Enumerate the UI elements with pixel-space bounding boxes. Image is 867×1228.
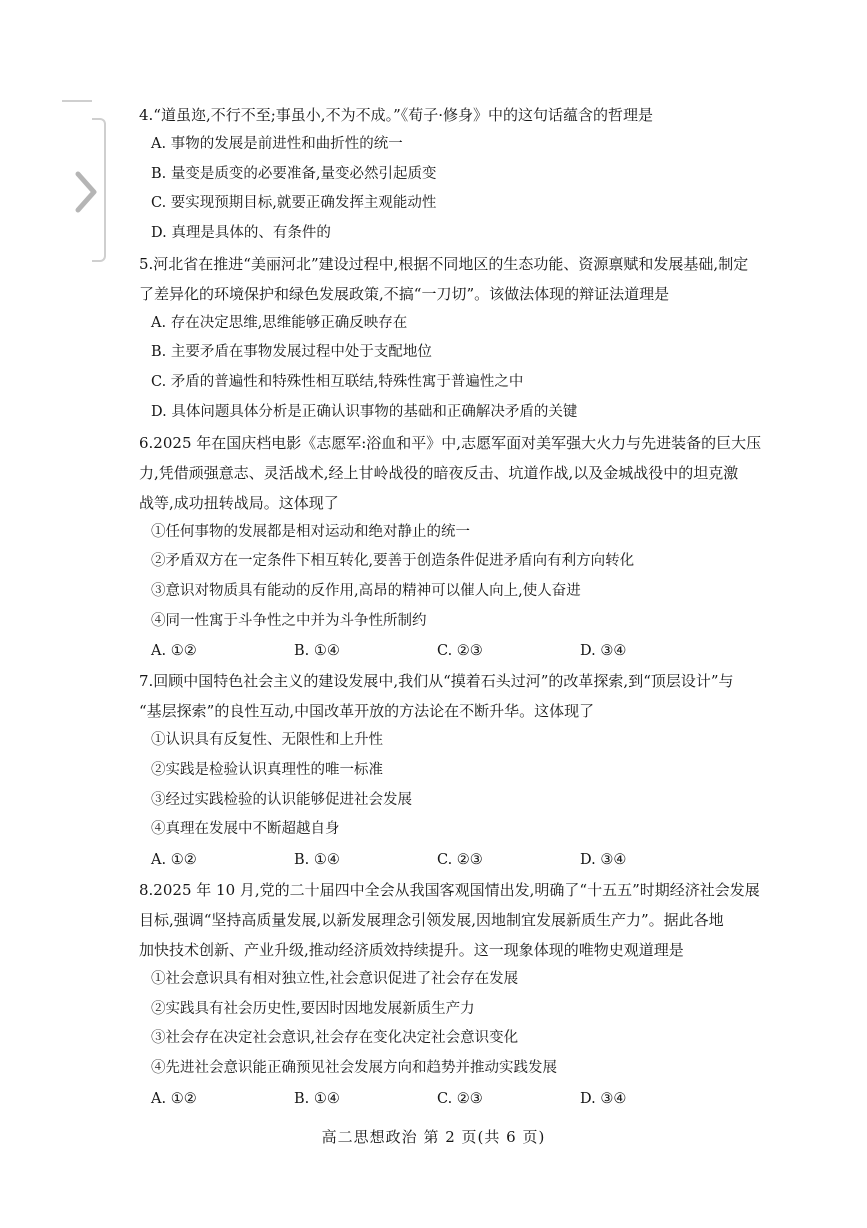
option-c: C. 要实现预期目标,就要正确发挥主观能动性 (151, 195, 437, 212)
question-stem: “基层探索”的良性互动,中国改革开放的方法论在不断升华。这体现了 (139, 702, 595, 721)
choice-a: A. ①② (151, 852, 197, 868)
statement-1: ①认识具有反复性、无限性和上升性 (151, 732, 383, 749)
option-b: B. 主要矛盾在事物发展过程中处于支配地位 (151, 344, 432, 361)
question-stem: 目标,强调“坚持高质量发展,以新发展理念引领发展,因地制宜发展新质生产力”。据此各地 (139, 911, 724, 929)
choice-d: D. ③④ (580, 643, 627, 660)
question-7 (139, 666, 739, 875)
question-stem: 8.2025 年 10 月,党的二十届四中全会从我国客观国情出发,明确了“十五五”时期经济社会发展 (139, 881, 760, 899)
choice-c: C. ②③ (437, 852, 483, 868)
statement-2: ②实践具有社会历史性,要因时因地发展新质生产力 (151, 1000, 475, 1017)
chevron-right-icon (70, 170, 100, 214)
choice-b: B. ①④ (294, 852, 340, 868)
statement-2: ②矛盾双方在一定条件下相互转化,要善于创造条件促进矛盾向有利方向转化 (151, 553, 635, 570)
answer-choices (139, 845, 739, 875)
statement-3: ③经过实践检验的认识能够促进社会发展 (151, 791, 412, 808)
choice-b: B. ①④ (294, 643, 340, 660)
statement-3: ③意识对物质具有能动的反作用,高昂的精神可以催人向上,使人奋进 (151, 582, 581, 599)
question-stem: 4.“道虽迩,不行不至;事虽小,不为不成。”《荀子·修身》中的这句话蕴含的哲理是 (139, 106, 654, 124)
option-a: A. 事物的发展是前进性和曲折性的统一 (151, 136, 403, 152)
statement-2: ②实践是检验认识真理性的唯一标准 (151, 761, 383, 778)
statement-4: ④真理在发展中不断超越自身 (151, 821, 340, 838)
page-footer: 高二思想政治 第 2 页(共 6 页) (321, 1128, 546, 1146)
answer-choices (139, 636, 739, 666)
statement-1: ①任何事物的发展都是相对运动和绝对静止的统一 (151, 523, 470, 540)
question-stem: 7.回顾中国特色社会主义的建设发展中,我们从“摸着石头过河”的改革探索,到“顶层设计”与 (139, 672, 734, 691)
question-stem: 6.2025 年在国庆档电影《志愿军:浴血和平》中,志愿军面对美军强大火力与先进装备的巨大压 (139, 433, 762, 452)
question-5 (139, 249, 749, 428)
statement-1: ①社会意识具有相对独立性,社会意识促进了社会存在发展 (151, 971, 519, 987)
option-b: B. 量变是质变的必要准备,量变必然引起质变 (151, 165, 437, 182)
choice-c: C. ②③ (437, 1090, 483, 1107)
question-stem: 了差异化的环境保护和绿色发展政策,不搞“一刀切”。该做法体现的辩证法道理是 (139, 284, 670, 303)
answer-choices (139, 1084, 739, 1114)
statement-4: ④同一性寓于斗争性之中并为斗争性所制约 (151, 612, 427, 629)
scan-edge-mark (62, 100, 92, 102)
question-stem: 加快技术创新、产业升级,推动经济质效持续提升。这一现象体现的唯物史观道理是 (139, 941, 684, 959)
choice-d: D. ③④ (580, 1090, 627, 1107)
option-c: C. 矛盾的普遍性和特殊性相互联结,特殊性寓于普遍性之中 (151, 374, 524, 391)
choice-a: A. ①② (151, 1090, 197, 1107)
option-a: A. 存在决定思维,思维能够正确反映存在 (151, 314, 408, 331)
question-4 (139, 100, 739, 249)
question-stem: 力,凭借顽强意志、灵活战术,经上甘岭战役的暗夜反击、坑道作战,以及金城战役中的坦克激 (139, 463, 739, 482)
question-8 (139, 875, 760, 1114)
option-d: D. 真理是具体的、有条件的 (151, 225, 331, 242)
choice-b: B. ①④ (294, 1090, 340, 1107)
question-stem: 5.河北省在推进“美丽河北”建设过程中,根据不同地区的生态功能、资源禀赋和发展基础,制定 (139, 254, 749, 273)
question-stem: 战等,成功扭转战局。这体现了 (139, 493, 339, 512)
question-list (139, 100, 762, 1114)
statement-3: ③社会存在决定社会意识,社会存在变化决定社会意识变化 (151, 1030, 519, 1047)
choice-d: D. ③④ (580, 852, 627, 868)
choice-a: A. ①② (151, 643, 197, 660)
statement-4: ④先进社会意识能正确预见社会发展方向和趋势并推动实践发展 (151, 1060, 557, 1077)
option-d: D. 具体问题具体分析是正确认识事物的基础和正确解决矛盾的关键 (151, 403, 578, 420)
choice-c: C. ②③ (437, 643, 483, 660)
question-6 (139, 428, 762, 667)
